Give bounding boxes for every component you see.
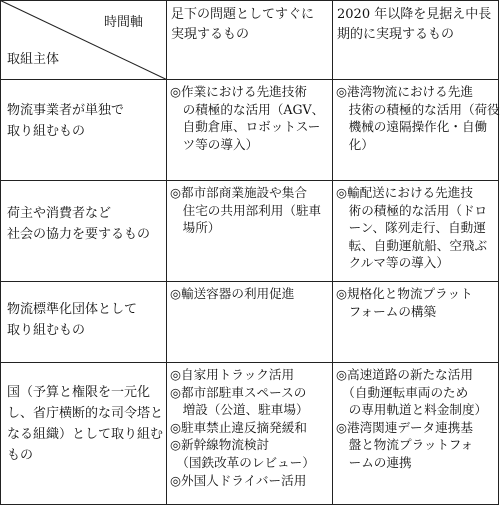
- column-header-long-term: 2020 年以降を見据え中長 期的に実現するもの: [337, 7, 492, 42]
- row2-long-term-measures: ◎輸配送における先進技 術の積極的な活用（ドロ ーン、隊列走行、自動運 転、自動運航船、空飛ぶ クルマ等の導入）: [336, 185, 488, 271]
- row-actor-shippers-consumers: 荷主や消費者など 社会の協力を要するもの: [7, 206, 151, 242]
- row-actor-logistics-operators: 物流事業者が単独で 取り組むもの: [7, 103, 125, 139]
- actor-label: 取組主体: [7, 52, 60, 67]
- column-header-short-term: 足下の問題としてすぐに 実現するもの: [171, 7, 315, 42]
- row4-long-term-measures: ◎高速道路の新たな活用 （自動運転車両のため の専用軌道と料金制度） ◎港湾関連データ連携基 盤と物流プラットフォ ームの連携: [336, 367, 488, 470]
- row3-short-term-measures: ◎輸送容器の利用促進: [170, 286, 295, 301]
- row-actor-standardization-bodies: 物流標準化団体として 取り組むもの: [7, 302, 138, 338]
- row2-short-term-measures: ◎都市部商業施設や集合 住宅の共用部利用（駐車 場所）: [170, 185, 322, 236]
- row1-short-term-measures: ◎作業における先進技術 の積極的な活用（AGV、 自動倉庫、ロボットスー ツ等の導入）: [170, 84, 325, 152]
- row-actor-national-government: 国（予算と権限を一元化 し、省庁横断的な司令塔と なる組織）として取り組む もの: [7, 385, 164, 463]
- time-axis-label: 時間軸: [104, 15, 144, 30]
- row4-short-term-measures: ◎自家用トラック活用 ◎都市部駐車スペースの 増設（公道、駐車場） ◎駐車禁止違反摘発緩和 ◎新幹線物流検討 （国鉄改革のレビュー） ◎外国人ドライバー活用: [170, 367, 315, 488]
- row1-long-term-measures: ◎港湾物流における先進 技術の積極的な活用（荷役 機械の遠隔操作化・自働 化）: [336, 84, 500, 152]
- row3-long-term-measures: ◎規格化と物流プラット フォームの構築: [336, 286, 473, 319]
